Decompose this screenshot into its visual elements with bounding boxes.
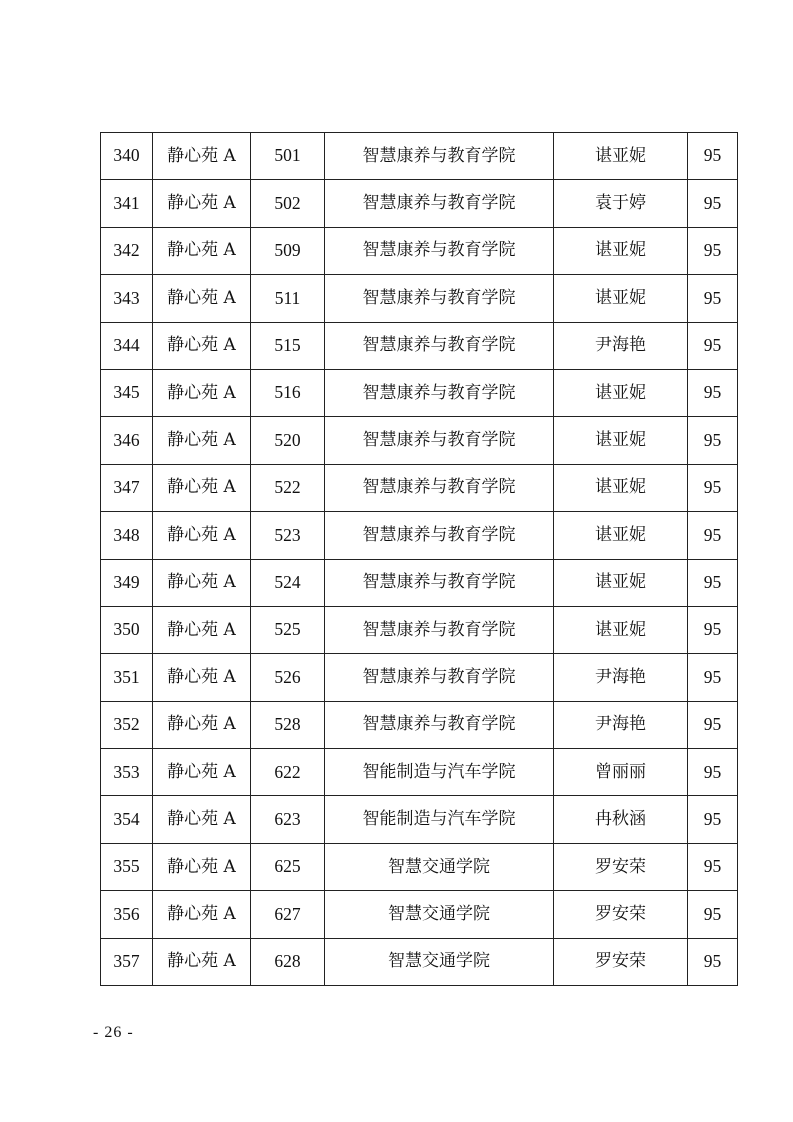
room-number-cell: 516 bbox=[251, 369, 325, 416]
table-row bbox=[101, 180, 738, 227]
building-cell: 静心苑 A bbox=[153, 275, 251, 322]
table-body bbox=[101, 133, 738, 986]
row-index-cell: 348 bbox=[101, 512, 153, 559]
table-row bbox=[101, 938, 738, 985]
counselor-cell: 谌亚妮 bbox=[554, 369, 688, 416]
building-cell: 静心苑 A bbox=[153, 701, 251, 748]
counselor-cell: 谌亚妮 bbox=[554, 464, 688, 511]
row-index-cell: 357 bbox=[101, 938, 153, 985]
counselor-cell: 谌亚妮 bbox=[554, 275, 688, 322]
room-number-cell: 515 bbox=[251, 322, 325, 369]
score-cell: 95 bbox=[688, 512, 738, 559]
table-row bbox=[101, 654, 738, 701]
score-cell: 95 bbox=[688, 369, 738, 416]
counselor-cell: 谌亚妮 bbox=[554, 512, 688, 559]
table-row bbox=[101, 275, 738, 322]
building-cell: 静心苑 A bbox=[153, 133, 251, 180]
room-number-cell: 628 bbox=[251, 938, 325, 985]
college-cell: 智慧康养与教育学院 bbox=[325, 322, 554, 369]
college-cell: 智慧康养与教育学院 bbox=[325, 227, 554, 274]
room-number-cell: 511 bbox=[251, 275, 325, 322]
table-row bbox=[101, 369, 738, 416]
college-cell: 智慧交通学院 bbox=[325, 891, 554, 938]
row-index-cell: 354 bbox=[101, 796, 153, 843]
room-number-cell: 622 bbox=[251, 749, 325, 796]
counselor-cell: 谌亚妮 bbox=[554, 133, 688, 180]
dormitory-score-table bbox=[100, 132, 738, 986]
table-row bbox=[101, 749, 738, 796]
row-index-cell: 343 bbox=[101, 275, 153, 322]
counselor-cell: 谌亚妮 bbox=[554, 559, 688, 606]
building-cell: 静心苑 A bbox=[153, 322, 251, 369]
score-cell: 95 bbox=[688, 843, 738, 890]
counselor-cell: 谌亚妮 bbox=[554, 606, 688, 653]
counselor-cell: 罗安荣 bbox=[554, 843, 688, 890]
table-row bbox=[101, 796, 738, 843]
table-row bbox=[101, 701, 738, 748]
college-cell: 智慧康养与教育学院 bbox=[325, 275, 554, 322]
building-cell: 静心苑 A bbox=[153, 749, 251, 796]
row-index-cell: 345 bbox=[101, 369, 153, 416]
college-cell: 智慧康养与教育学院 bbox=[325, 417, 554, 464]
row-index-cell: 351 bbox=[101, 654, 153, 701]
counselor-cell: 尹海艳 bbox=[554, 322, 688, 369]
building-cell: 静心苑 A bbox=[153, 654, 251, 701]
score-cell: 95 bbox=[688, 796, 738, 843]
room-number-cell: 623 bbox=[251, 796, 325, 843]
score-cell: 95 bbox=[688, 227, 738, 274]
counselor-cell: 谌亚妮 bbox=[554, 227, 688, 274]
college-cell: 智能制造与汽车学院 bbox=[325, 749, 554, 796]
row-index-cell: 346 bbox=[101, 417, 153, 464]
score-cell: 95 bbox=[688, 417, 738, 464]
score-cell: 95 bbox=[688, 180, 738, 227]
college-cell: 智慧康养与教育学院 bbox=[325, 654, 554, 701]
room-number-cell: 522 bbox=[251, 464, 325, 511]
score-cell: 95 bbox=[688, 322, 738, 369]
table-row bbox=[101, 133, 738, 180]
building-cell: 静心苑 A bbox=[153, 417, 251, 464]
row-index-cell: 342 bbox=[101, 227, 153, 274]
room-number-cell: 523 bbox=[251, 512, 325, 559]
room-number-cell: 501 bbox=[251, 133, 325, 180]
counselor-cell: 谌亚妮 bbox=[554, 417, 688, 464]
row-index-cell: 340 bbox=[101, 133, 153, 180]
score-cell: 95 bbox=[688, 749, 738, 796]
college-cell: 智能制造与汽车学院 bbox=[325, 796, 554, 843]
score-cell: 95 bbox=[688, 654, 738, 701]
counselor-cell: 罗安荣 bbox=[554, 891, 688, 938]
score-cell: 95 bbox=[688, 938, 738, 985]
score-cell: 95 bbox=[688, 701, 738, 748]
room-number-cell: 627 bbox=[251, 891, 325, 938]
room-number-cell: 509 bbox=[251, 227, 325, 274]
row-index-cell: 350 bbox=[101, 606, 153, 653]
table-row bbox=[101, 891, 738, 938]
building-cell: 静心苑 A bbox=[153, 369, 251, 416]
table-row bbox=[101, 512, 738, 559]
counselor-cell: 冉秋涵 bbox=[554, 796, 688, 843]
building-cell: 静心苑 A bbox=[153, 559, 251, 606]
building-cell: 静心苑 A bbox=[153, 227, 251, 274]
counselor-cell: 尹海艳 bbox=[554, 654, 688, 701]
row-index-cell: 341 bbox=[101, 180, 153, 227]
row-index-cell: 353 bbox=[101, 749, 153, 796]
room-number-cell: 625 bbox=[251, 843, 325, 890]
room-number-cell: 520 bbox=[251, 417, 325, 464]
row-index-cell: 356 bbox=[101, 891, 153, 938]
college-cell: 智慧康养与教育学院 bbox=[325, 180, 554, 227]
table-row bbox=[101, 417, 738, 464]
college-cell: 智慧交通学院 bbox=[325, 843, 554, 890]
college-cell: 智慧交通学院 bbox=[325, 938, 554, 985]
score-cell: 95 bbox=[688, 606, 738, 653]
college-cell: 智慧康养与教育学院 bbox=[325, 369, 554, 416]
score-cell: 95 bbox=[688, 559, 738, 606]
building-cell: 静心苑 A bbox=[153, 180, 251, 227]
college-cell: 智慧康养与教育学院 bbox=[325, 606, 554, 653]
score-cell: 95 bbox=[688, 464, 738, 511]
building-cell: 静心苑 A bbox=[153, 891, 251, 938]
counselor-cell: 尹海艳 bbox=[554, 701, 688, 748]
building-cell: 静心苑 A bbox=[153, 464, 251, 511]
room-number-cell: 528 bbox=[251, 701, 325, 748]
room-number-cell: 526 bbox=[251, 654, 325, 701]
counselor-cell: 袁于婷 bbox=[554, 180, 688, 227]
table-row bbox=[101, 464, 738, 511]
room-number-cell: 502 bbox=[251, 180, 325, 227]
building-cell: 静心苑 A bbox=[153, 796, 251, 843]
score-cell: 95 bbox=[688, 275, 738, 322]
score-cell: 95 bbox=[688, 133, 738, 180]
table-row bbox=[101, 559, 738, 606]
row-index-cell: 355 bbox=[101, 843, 153, 890]
counselor-cell: 罗安荣 bbox=[554, 938, 688, 985]
table-row bbox=[101, 227, 738, 274]
row-index-cell: 349 bbox=[101, 559, 153, 606]
building-cell: 静心苑 A bbox=[153, 606, 251, 653]
table-row bbox=[101, 606, 738, 653]
college-cell: 智慧康养与教育学院 bbox=[325, 512, 554, 559]
room-number-cell: 524 bbox=[251, 559, 325, 606]
building-cell: 静心苑 A bbox=[153, 843, 251, 890]
college-cell: 智慧康养与教育学院 bbox=[325, 133, 554, 180]
row-index-cell: 347 bbox=[101, 464, 153, 511]
row-index-cell: 344 bbox=[101, 322, 153, 369]
room-number-cell: 525 bbox=[251, 606, 325, 653]
table-row bbox=[101, 843, 738, 890]
score-cell: 95 bbox=[688, 891, 738, 938]
row-index-cell: 352 bbox=[101, 701, 153, 748]
table-row bbox=[101, 322, 738, 369]
building-cell: 静心苑 A bbox=[153, 938, 251, 985]
page-number: - 26 - bbox=[93, 1024, 134, 1041]
counselor-cell: 曾丽丽 bbox=[554, 749, 688, 796]
college-cell: 智慧康养与教育学院 bbox=[325, 464, 554, 511]
college-cell: 智慧康养与教育学院 bbox=[325, 701, 554, 748]
building-cell: 静心苑 A bbox=[153, 512, 251, 559]
college-cell: 智慧康养与教育学院 bbox=[325, 559, 554, 606]
